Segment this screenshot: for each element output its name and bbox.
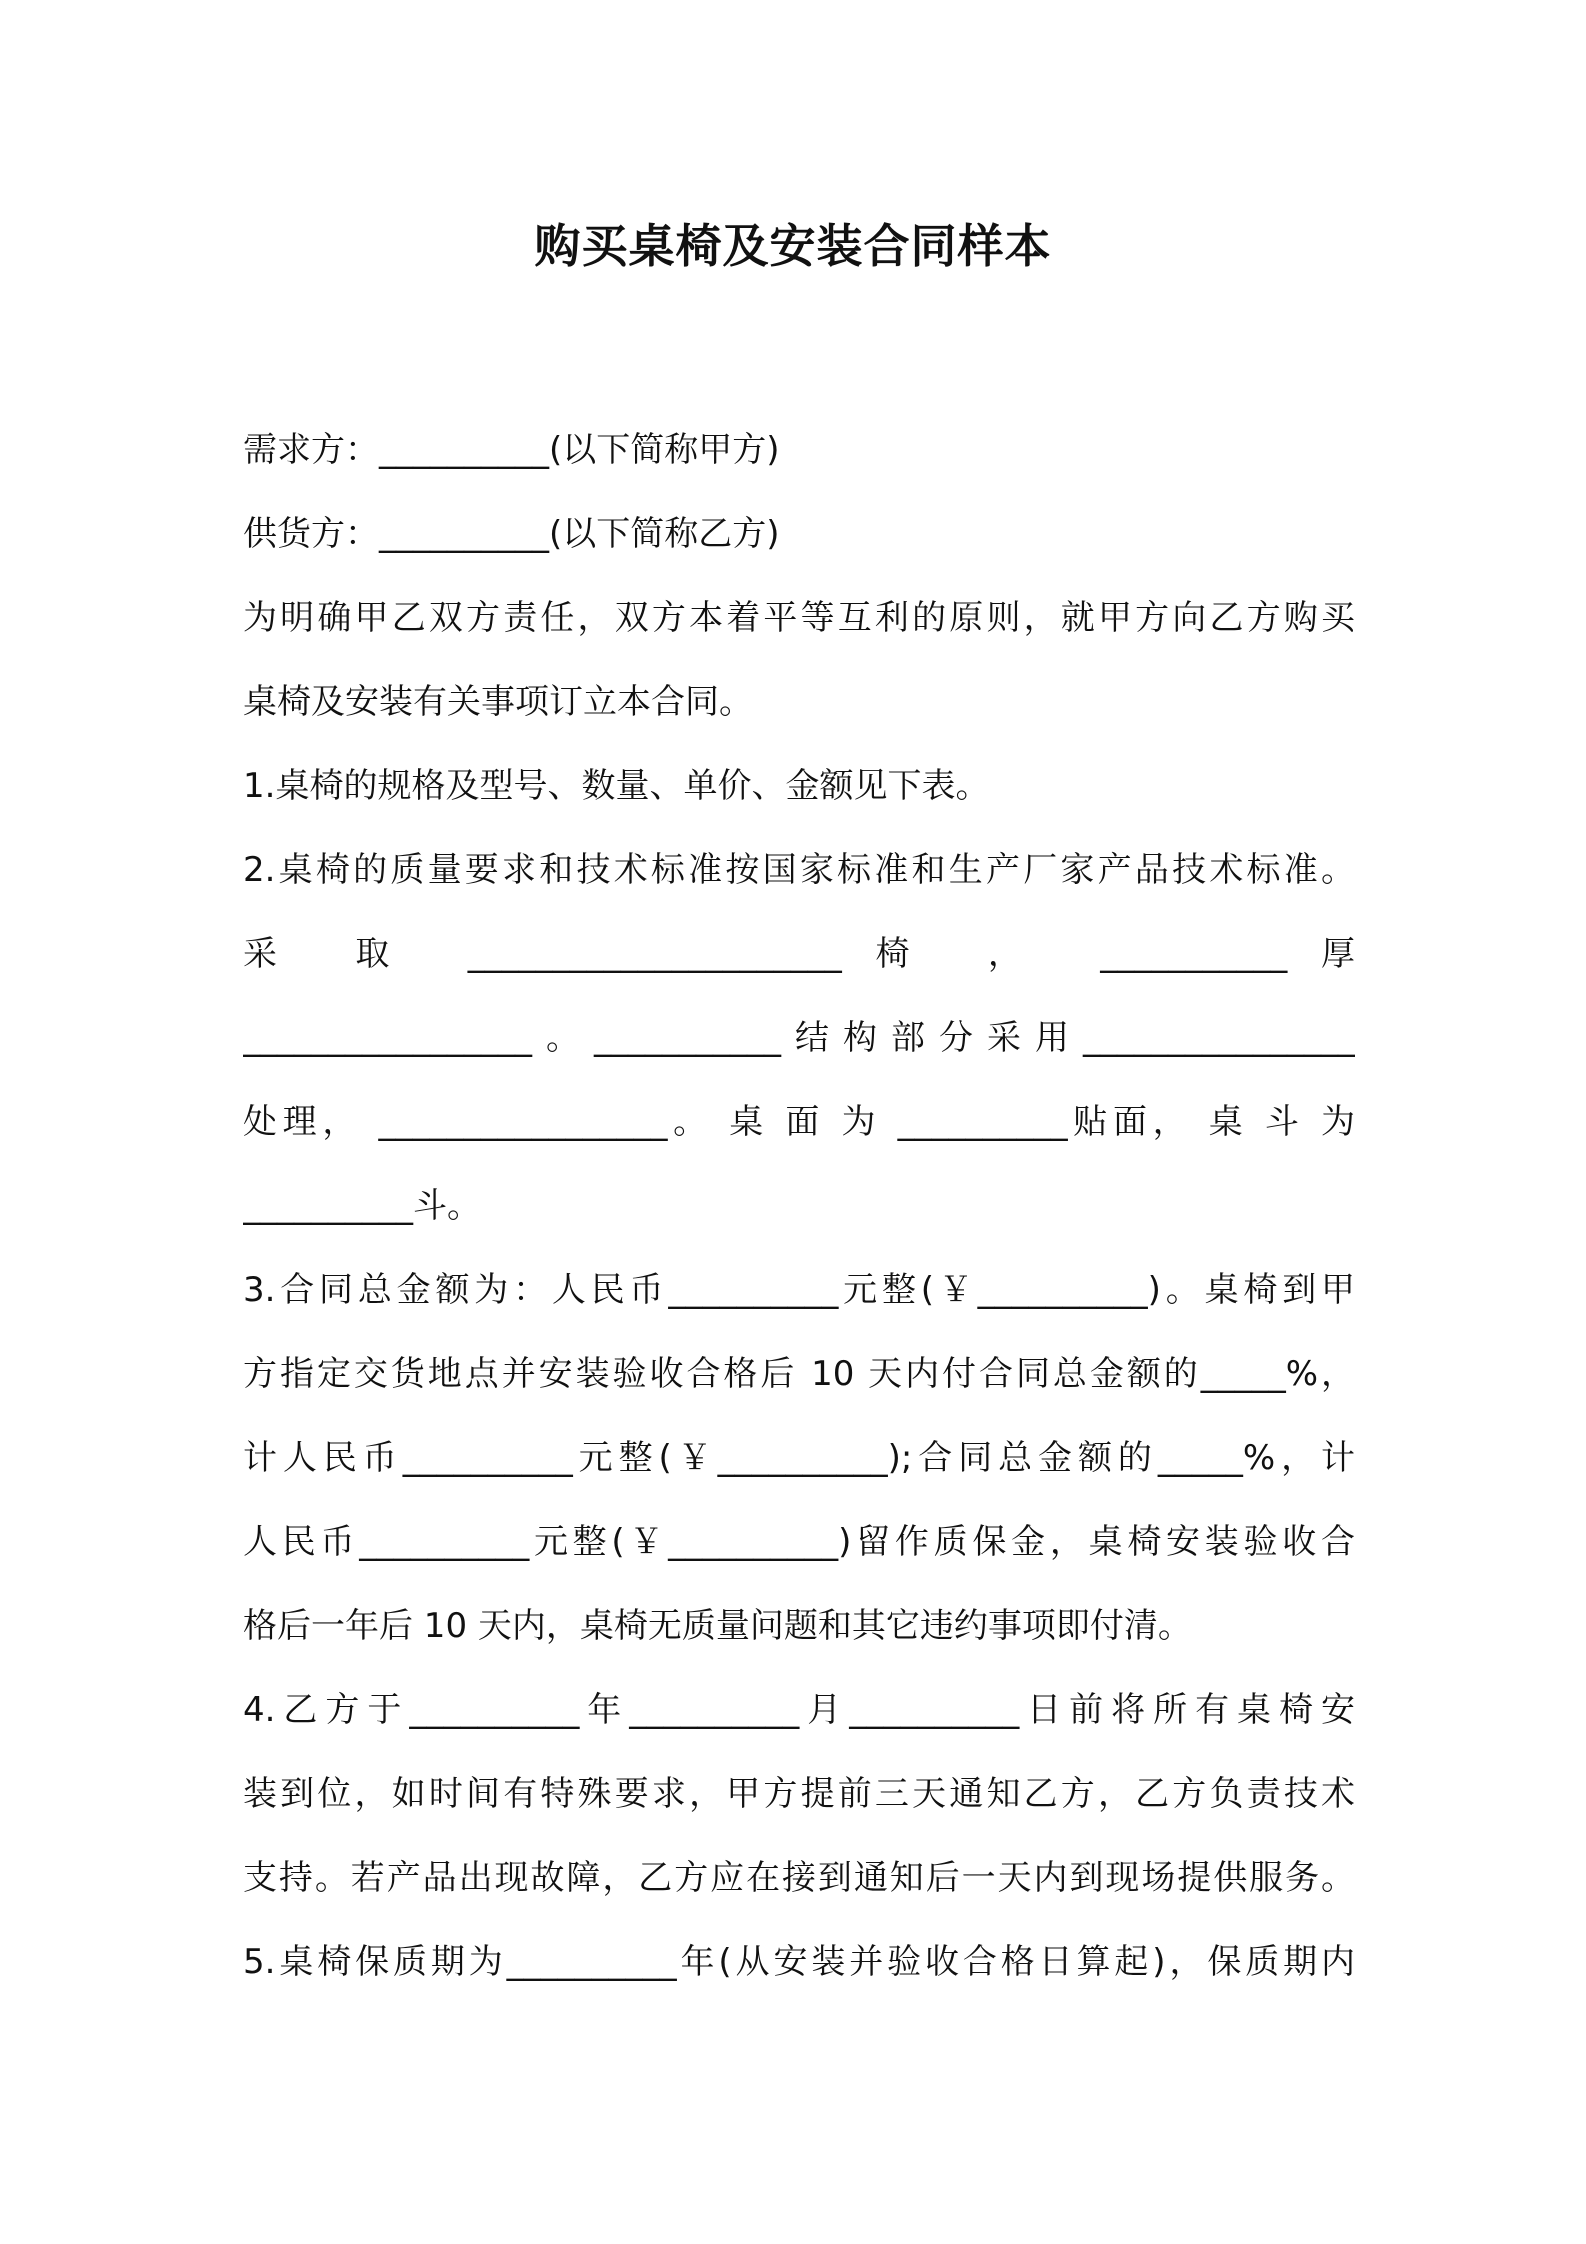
document-body — [243, 408, 1355, 2004]
text-line: __________斗。 — [243, 1186, 481, 1226]
text-line: 采 取 ______________________椅 ， ___________厚 — [243, 934, 1355, 974]
text-line: 桌椅及安装有关事项订立本合同。 — [243, 682, 753, 722]
text-line: 5.桌椅保质期为__________年(从安装并验收合格日算起)，保质期内 — [243, 1942, 1355, 1982]
text-line: 处理， _________________。 桌 面 为 __________贴面， 桌 斗 为 — [243, 1102, 1355, 1142]
text-line: 计人民币__________元整(￥__________);合同总金额的_____%，计 — [243, 1438, 1355, 1478]
text-line: 2.桌椅的质量要求和技术标准按国家标准和生产厂家产品技术标准。 — [243, 850, 1355, 890]
text-line: 供货方：__________(以下简称乙方) — [243, 514, 780, 554]
text-line: _________________。___________结构部分采用________________ — [243, 1018, 1355, 1058]
text-line: 支持。若产品出现故障，乙方应在接到通知后一天内到现场提供服务。 — [243, 1858, 1355, 1898]
document-title: 购买桌椅及安装合同样本 — [534, 219, 1052, 273]
text-line: 1.桌椅的规格及型号、数量、单价、金额见下表。 — [243, 766, 990, 806]
text-line: 需求方：__________(以下简称甲方) — [243, 430, 780, 470]
text-line: 3.合同总金额为：人民币__________元整(￥__________)。桌椅到甲 — [243, 1270, 1355, 1310]
text-line: 人民币__________元整(￥__________)留作质保金，桌椅安装验收合 — [243, 1522, 1355, 1562]
text-line: 方指定交货地点并安装验收合格后 10 天内付合同总金额的_____%， — [243, 1354, 1355, 1394]
text-line: 装到位，如时间有特殊要求，甲方提前三天通知乙方，乙方负责技术 — [243, 1774, 1355, 1814]
text-line: 为明确甲乙双方责任，双方本着平等互利的原则，就甲方向乙方购买 — [243, 598, 1355, 638]
text-line: 格后一年后 10 天内，桌椅无质量问题和其它违约事项即付清。 — [243, 1606, 1192, 1646]
text-line: 4.乙方于__________年__________月__________日前将所有桌椅安 — [243, 1690, 1355, 1730]
